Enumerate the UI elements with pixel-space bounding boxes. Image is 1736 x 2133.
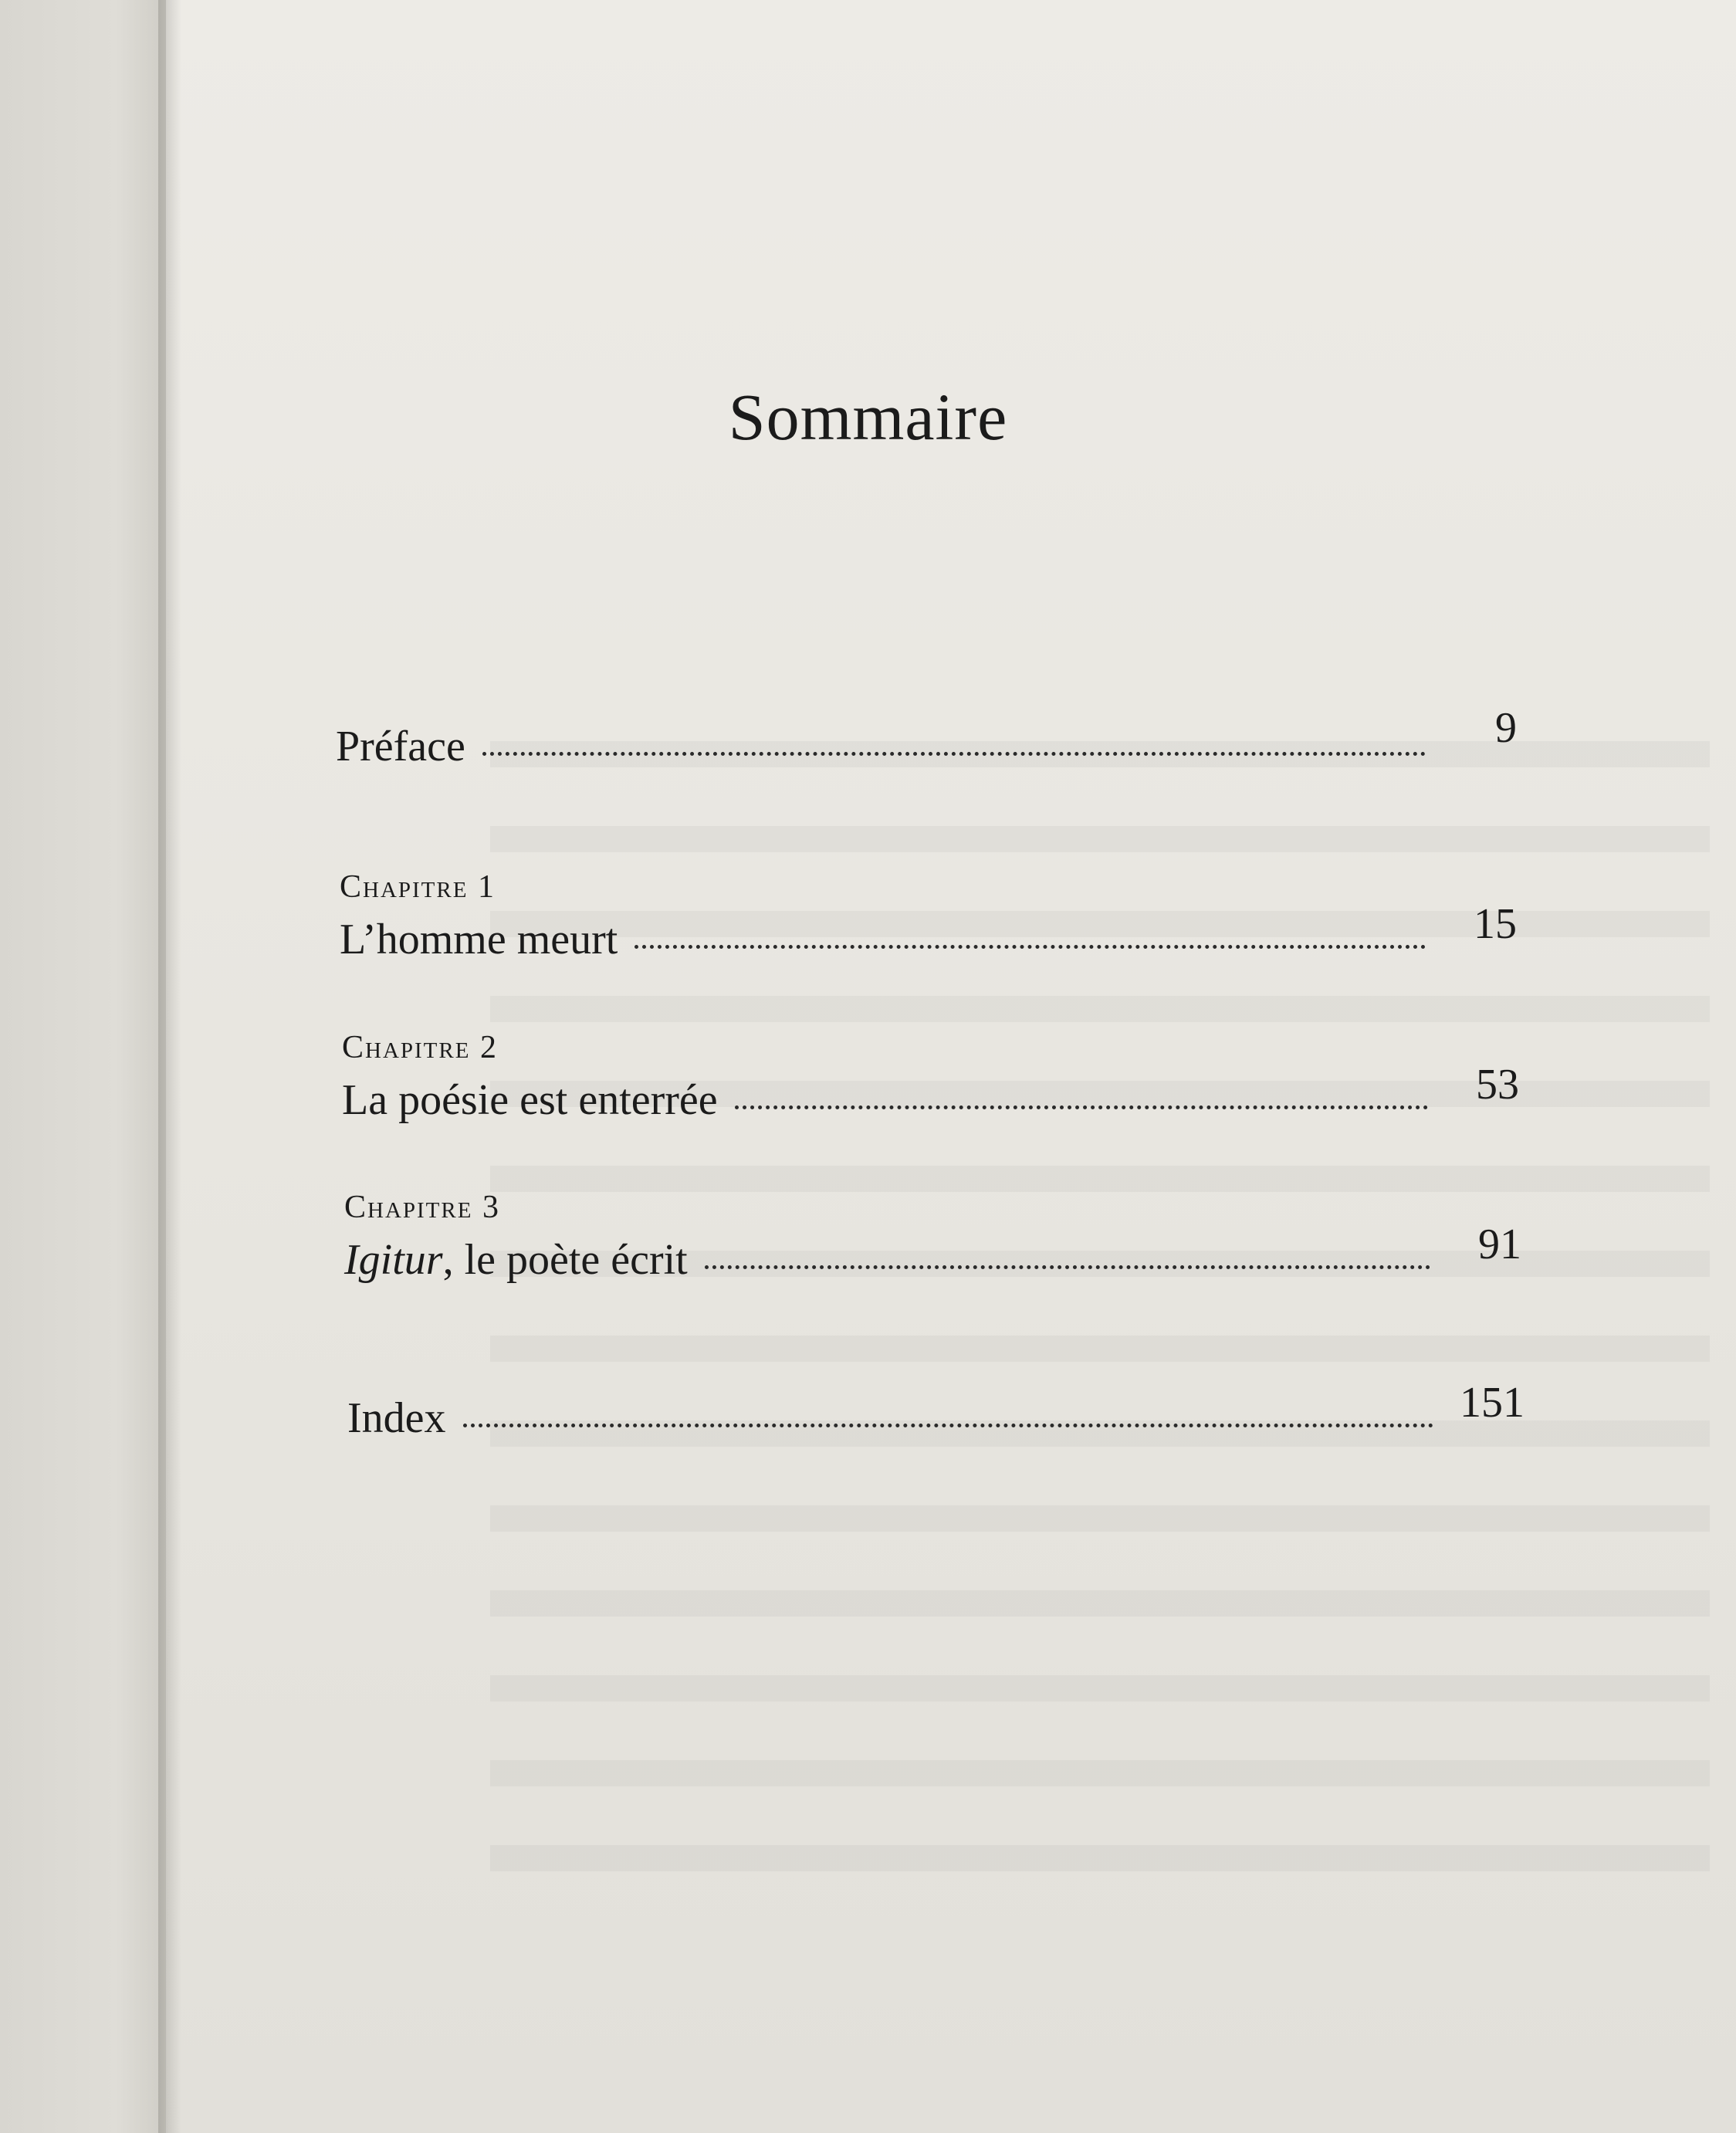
dot-leader bbox=[482, 752, 1426, 756]
toc-entry-title-rest: , le poète écrit bbox=[442, 1236, 688, 1284]
toc-entry-title: Index bbox=[347, 1394, 446, 1442]
toc-entry-chapter-3 bbox=[344, 1221, 1521, 1285]
toc-entry-page: 151 bbox=[1460, 1379, 1524, 1427]
toc-entry-chapter-2 bbox=[342, 1061, 1519, 1125]
dot-leader bbox=[463, 1424, 1433, 1427]
toc-entry-title bbox=[344, 1235, 688, 1285]
page-title: Sommaire bbox=[728, 380, 1008, 454]
toc-entry-preface bbox=[336, 704, 1517, 771]
dot-leader bbox=[635, 945, 1426, 949]
chapter-label: Chapitre 2 bbox=[342, 1030, 498, 1065]
toc-entry-title-italic: Igitur bbox=[344, 1236, 443, 1284]
left-page-edge bbox=[0, 0, 166, 2133]
toc-entry-page: 91 bbox=[1478, 1221, 1521, 1268]
toc-entry-chapter-1 bbox=[340, 900, 1517, 964]
toc-entry-page: 53 bbox=[1476, 1061, 1519, 1109]
toc-entry-index bbox=[347, 1379, 1524, 1443]
toc-entry-title: Préface bbox=[336, 723, 465, 770]
dot-leader bbox=[705, 1265, 1430, 1269]
toc-entry-page: 9 bbox=[1495, 704, 1517, 752]
toc-entry-title: L’homme meurt bbox=[340, 916, 618, 963]
toc-entry-title: La poésie est enterrée bbox=[342, 1076, 718, 1124]
dot-leader bbox=[735, 1105, 1428, 1109]
chapter-label: Chapitre 3 bbox=[344, 1190, 500, 1225]
chapter-label: Chapitre 1 bbox=[340, 869, 496, 905]
toc-entry-page: 15 bbox=[1474, 900, 1517, 948]
book-gutter bbox=[158, 0, 181, 2133]
